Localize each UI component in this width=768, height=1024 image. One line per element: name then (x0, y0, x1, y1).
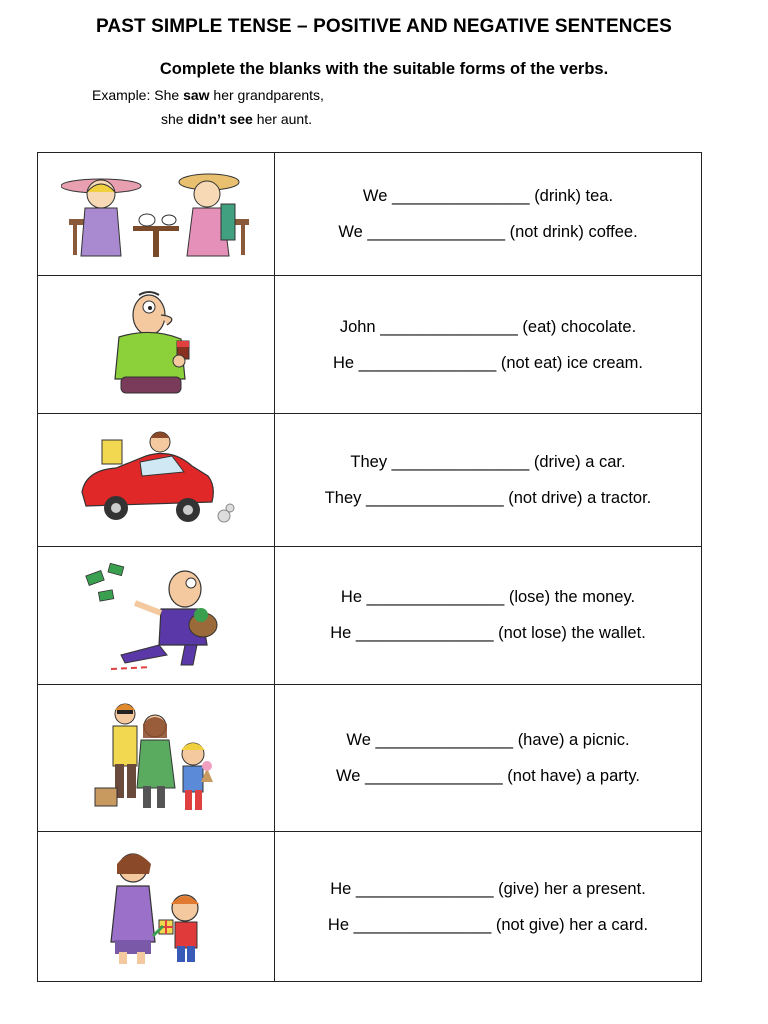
negative-sentence: We _______________ (not drink) coffee. (338, 223, 638, 242)
picture-cell (38, 153, 275, 276)
positive-sentence: John _______________ (eat) chocolate. (339, 317, 637, 336)
example-text: She (154, 87, 180, 103)
positive-sentence: He _______________ (lose) the money. (340, 588, 636, 607)
man-chocolate-illustration (101, 289, 211, 401)
example-verb-negative: didn’t see (187, 111, 253, 127)
sentence-cell (275, 276, 702, 414)
example-text: her grandparents, (213, 87, 324, 103)
example-line-1 (92, 87, 324, 103)
example-line-2 (161, 111, 312, 127)
sentence-cell (275, 413, 702, 546)
red-car-illustration (76, 426, 236, 534)
example-text: her aunt. (256, 111, 312, 127)
ladies-tea-illustration (61, 164, 251, 264)
man-money-illustration (81, 559, 231, 671)
worksheet-title: PAST SIMPLE TENSE – POSITIVE AND NEGATIVE SENTENCES (96, 16, 672, 37)
positive-sentence: They _______________ (drive) a car. (350, 452, 626, 471)
exercise-row (38, 546, 702, 684)
picture-cell (38, 413, 275, 546)
family-picnic-illustration (91, 698, 221, 818)
picture-cell (38, 276, 275, 414)
negative-sentence: He _______________ (not lose) the wallet. (330, 624, 646, 643)
positive-sentence: We _______________ (drink) tea. (362, 187, 614, 206)
exercise-row (38, 276, 702, 414)
positive-sentence: He _______________ (give) her a present. (330, 879, 646, 898)
exercise-row (38, 413, 702, 546)
exercise-row (38, 153, 702, 276)
exercise-row (38, 684, 702, 832)
example-text: she (161, 111, 184, 127)
sentence-cell (275, 153, 702, 276)
exercise-row (38, 832, 702, 982)
negative-sentence: They _______________ (not drive) a tractor. (324, 488, 652, 507)
example-label: Example: (92, 87, 151, 103)
picture-cell (38, 546, 275, 684)
boy-present-illustration (91, 846, 221, 968)
negative-sentence: He _______________ (not eat) ice cream. (332, 353, 644, 372)
sentence-cell (275, 832, 702, 982)
negative-sentence: He _______________ (not give) her a card. (327, 915, 649, 934)
exercise-table (37, 152, 702, 982)
picture-cell (38, 684, 275, 832)
negative-sentence: We _______________ (not have) a party. (336, 766, 640, 785)
instruction: Complete the blanks with the suitable forms of the verbs. (159, 60, 609, 78)
example-verb-positive: saw (183, 87, 210, 103)
positive-sentence: We _______________ (have) a picnic. (346, 730, 630, 749)
sentence-cell (275, 546, 702, 684)
picture-cell (38, 832, 275, 982)
sentence-cell (275, 684, 702, 832)
